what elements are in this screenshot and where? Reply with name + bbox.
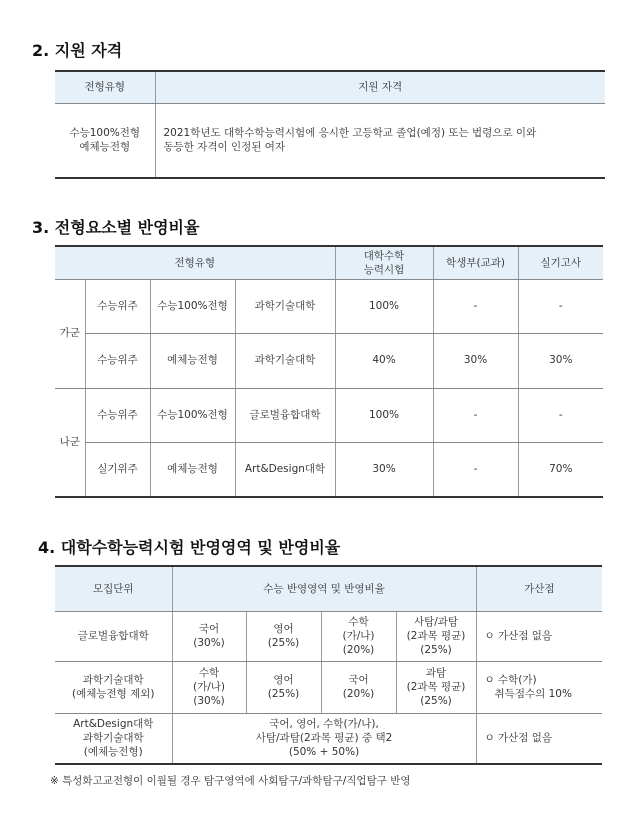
- csat-unit: Art&Design대학 과학기술대학 (예체능전형): [55, 713, 172, 764]
- csat-unit: 과학기술대학 (예체능전형 제외): [55, 661, 172, 713]
- ratio-cell: 수능위주: [85, 333, 150, 388]
- ratio-cell: -: [518, 279, 603, 333]
- csat-cell: 국어 (20%): [321, 661, 396, 713]
- ratio-cell: 100%: [335, 279, 433, 333]
- qual-types: 수능100%전형 예체능전형: [55, 103, 155, 178]
- ratio-cell: 30%: [433, 333, 518, 388]
- csat-cell: 과탐 (2과목 평균) (25%): [396, 661, 476, 713]
- qual-header-qualification: 지원 자격: [155, 71, 605, 103]
- csat-header-bonus: 가산점: [476, 566, 602, 611]
- ratio-cell: 수능100%전형: [150, 388, 235, 442]
- ratio-cell: 70%: [518, 442, 603, 497]
- ratio-cell: -: [433, 279, 518, 333]
- qual-description: 2021학년도 대학수학능력시험에 응시한 고등학교 졸업(예정) 또는 법령으로 이와 동등한 자격이 인정된 여자: [155, 103, 605, 178]
- ratio-cell: 100%: [335, 388, 433, 442]
- ratio-cell: 수능위주: [85, 279, 150, 333]
- ratio-cell: 30%: [518, 333, 603, 388]
- ratio-cell: 수능100%전형: [150, 279, 235, 333]
- ratio-cell: 과학기술대학: [235, 333, 335, 388]
- csat-table: [55, 565, 602, 765]
- section-3-heading: 3. 전형요소별 반영비율: [32, 218, 200, 237]
- ratio-cell: 40%: [335, 333, 433, 388]
- ratio-cell: 글로벌융합대학: [235, 388, 335, 442]
- csat-bonus: ㅇ 가산점 없음: [476, 611, 602, 661]
- csat-cell: 사탐/과탐 (2과목 평균) (25%): [396, 611, 476, 661]
- ratio-cell: 예체능전형: [150, 333, 235, 388]
- qual-header-type: 전형유형: [55, 71, 155, 103]
- csat-cell: 수학 (가/나) (30%): [172, 661, 246, 713]
- ratio-cell: -: [433, 388, 518, 442]
- ratio-cell: 30%: [335, 442, 433, 497]
- csat-bonus: ㅇ 수학(가) 취득점수의 10%: [476, 661, 602, 713]
- group-na: 나군: [55, 388, 85, 497]
- ratio-header-csat: 대학수학 능력시험: [335, 246, 433, 279]
- csat-bonus: ㅇ 가산점 없음: [476, 713, 602, 764]
- ratio-cell: -: [518, 388, 603, 442]
- ratio-header-practical: 실기고사: [518, 246, 603, 279]
- ratio-cell: Art&Design대학: [235, 442, 335, 497]
- ratio-cell: 수능위주: [85, 388, 150, 442]
- ratio-table: [55, 245, 603, 498]
- csat-cell: 영어 (25%): [246, 661, 321, 713]
- qualification-table: [55, 70, 605, 179]
- section-4-heading: 4. 대학수학능력시험 반영영역 및 반영비율: [38, 538, 341, 557]
- csat-cell: 국어 (30%): [172, 611, 246, 661]
- section-2-heading: 2. 지원 자격: [32, 41, 123, 60]
- csat-header-area: 수능 반영영역 및 반영비율: [172, 566, 476, 611]
- ratio-cell: -: [433, 442, 518, 497]
- ratio-cell: 예체능전형: [150, 442, 235, 497]
- csat-cell: 국어, 영어, 수학(가/나), 사탐/과탐(2과목 평균) 중 택2 (50% + 50%): [172, 713, 476, 764]
- csat-unit: 글로벌융합대학: [55, 611, 172, 661]
- ratio-cell: 실기위주: [85, 442, 150, 497]
- csat-cell: 수학 (가/나) (20%): [321, 611, 396, 661]
- ratio-header-type: 전형유형: [55, 246, 335, 279]
- csat-cell: 영어 (25%): [246, 611, 321, 661]
- ratio-cell: 과학기술대학: [235, 279, 335, 333]
- group-ga: 가군: [55, 279, 85, 388]
- footnote: ※ 특성화고교전형이 이월될 경우 탐구영역에 사회탐구/과학탐구/직업탐구 반영: [50, 775, 411, 787]
- ratio-header-record: 학생부(교과): [433, 246, 518, 279]
- csat-header-unit: 모집단위: [55, 566, 172, 611]
